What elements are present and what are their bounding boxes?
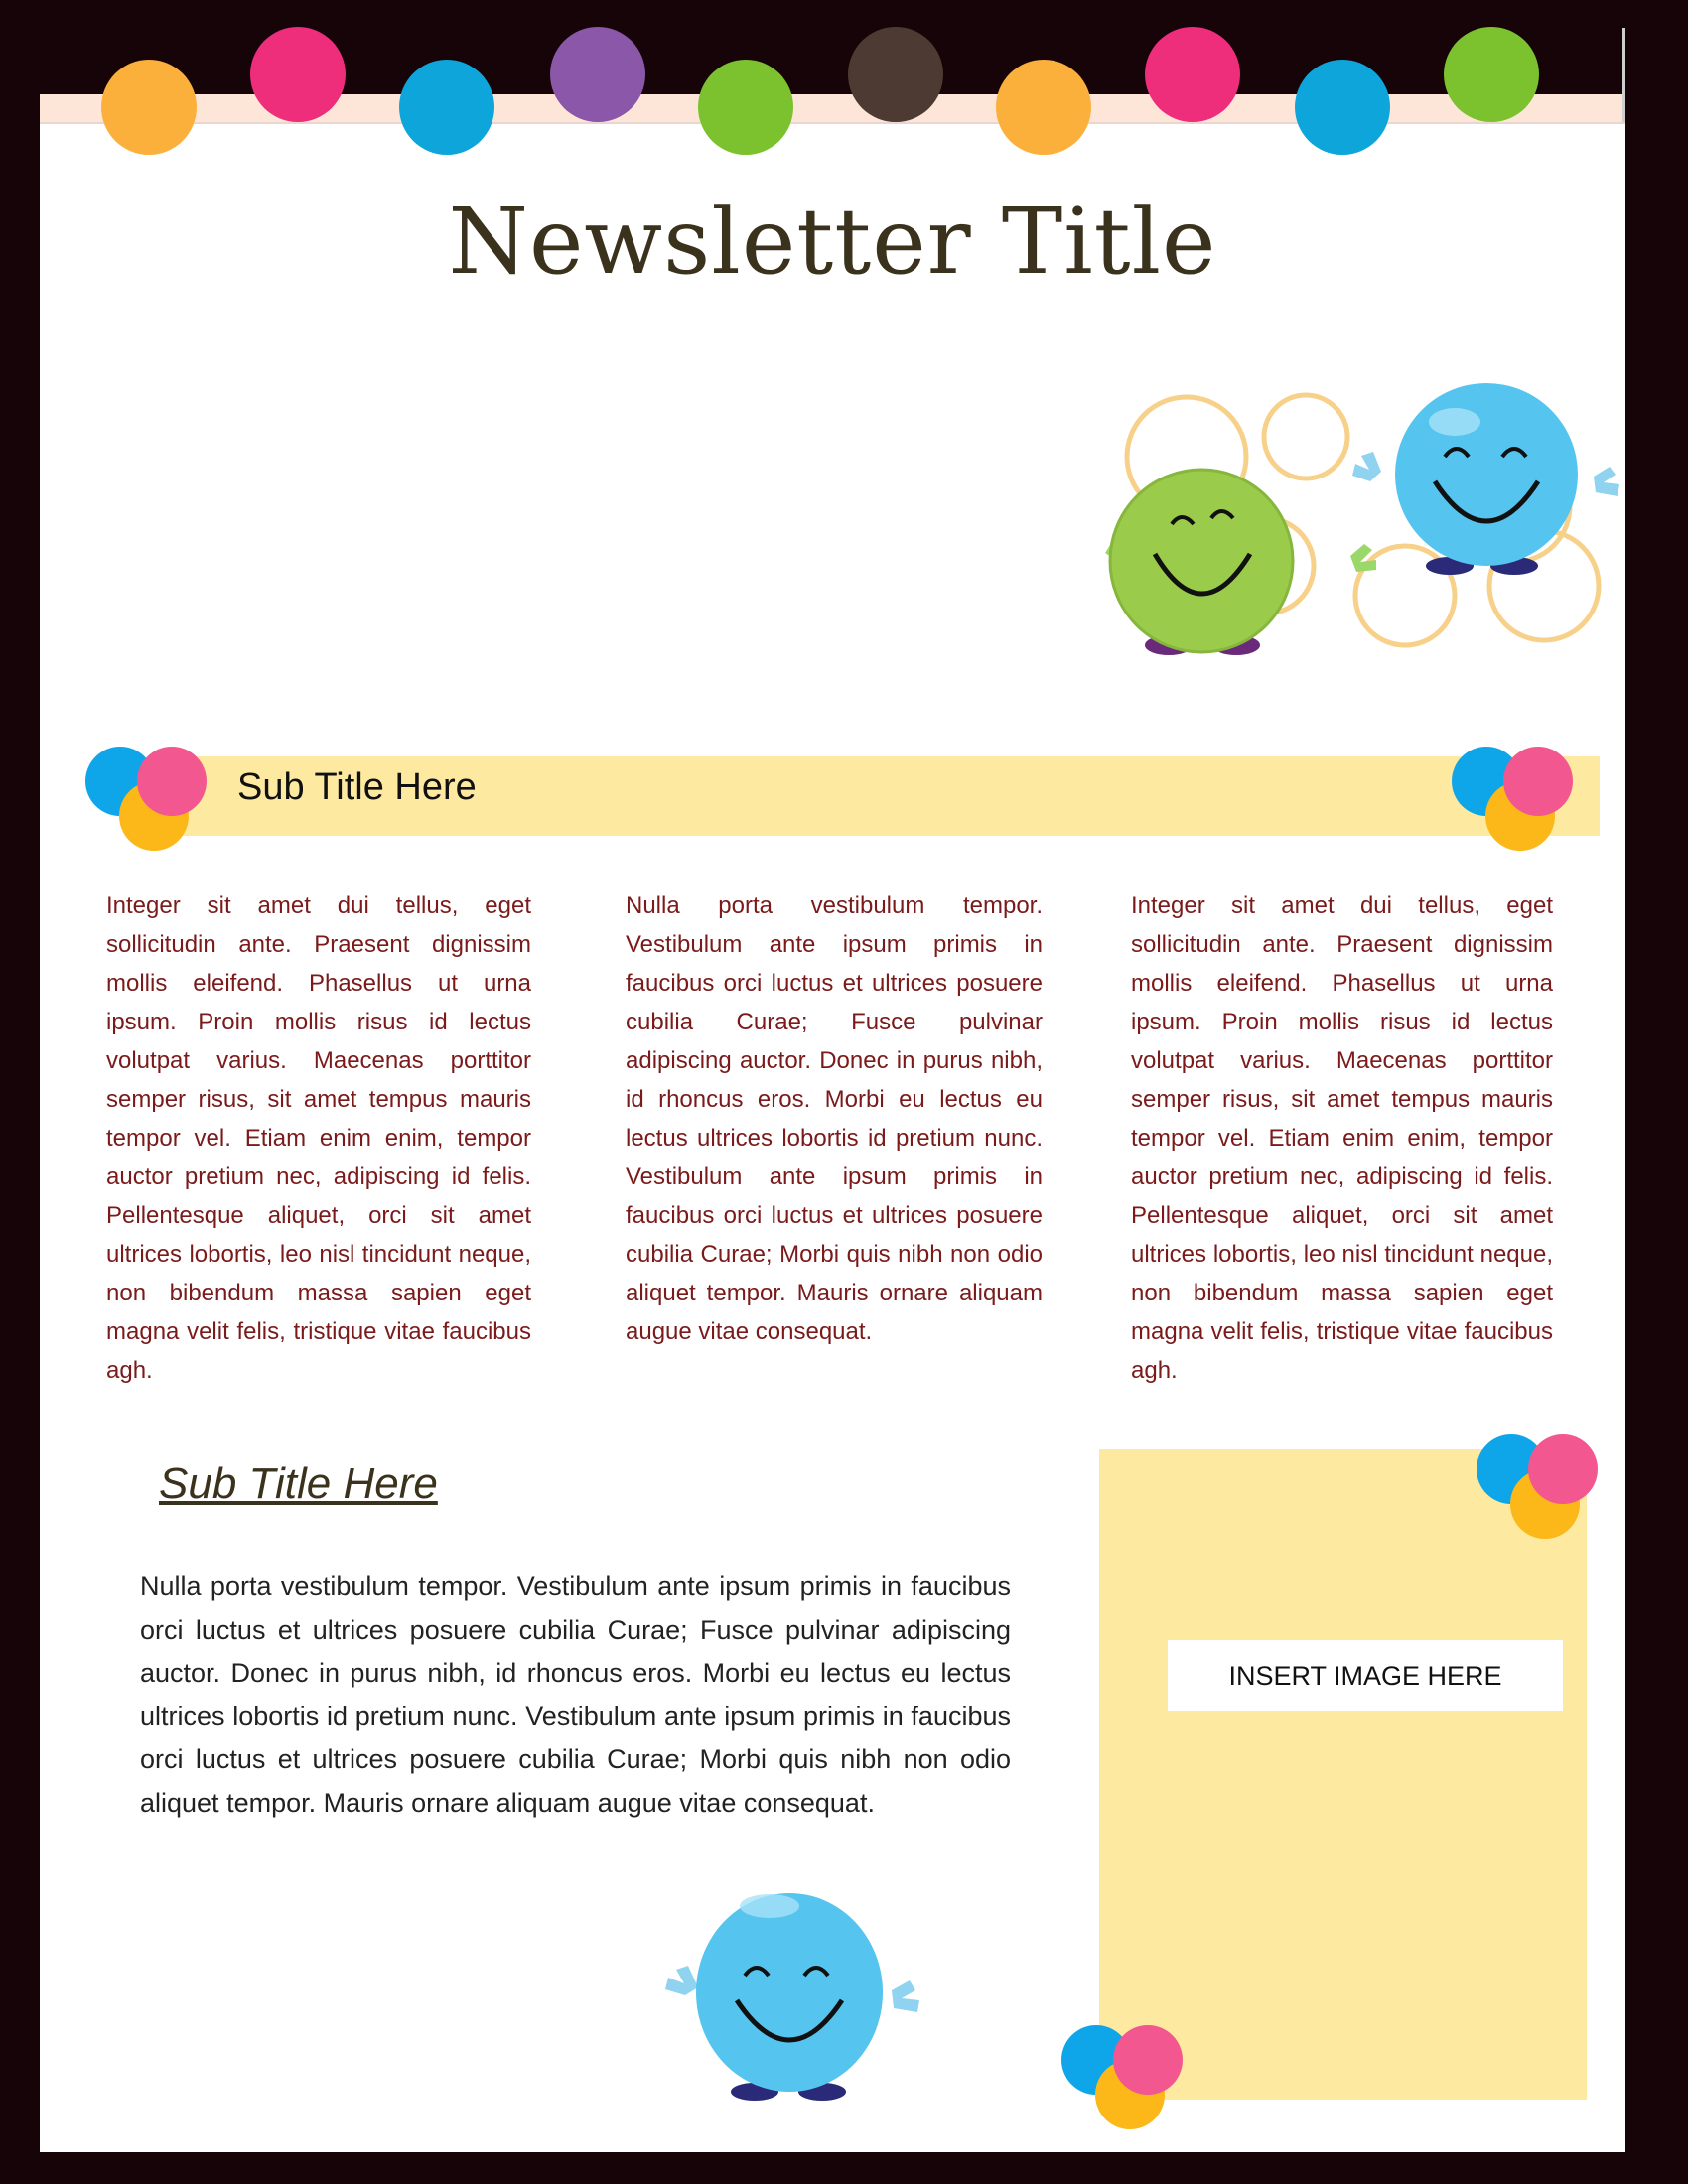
section-subtitle: Sub Title Here — [159, 1459, 438, 1508]
bubble-pink — [1503, 747, 1573, 816]
header-edge-line — [1622, 28, 1625, 122]
header-dot — [1145, 27, 1240, 122]
header-dot — [1295, 60, 1390, 155]
smiley-friends-illustration — [1097, 377, 1633, 675]
bubble-pink — [1528, 1434, 1598, 1504]
header-dot — [550, 27, 645, 122]
article-column: Nulla porta vestibulum tempor. Vestibulum ante ipsum primis in faucibus orci luctus et ultrices posuere cubilia Curae; Fusce pulvinar adipiscing auctor. Donec in purus nibh, id rhoncus eros. Morbi eu lectus eu lectus ultrices lobortis id pretium nunc. Vestibulum ante ipsum primis in faucibus orci luctus et ultrices posuere cubilia Curae; Morbi quis nibh non odio aliquet tempor. Mauris ornare aliquam augue vitae consequat. — [626, 892, 1043, 1345]
image-placeholder[interactable] — [1168, 1640, 1563, 1711]
section-subtitle: Sub Title Here — [237, 766, 477, 808]
header-dot — [698, 60, 793, 155]
article-body: Nulla porta vestibulum tempor. Vestibulum ante ipsum primis in faucibus orci luctus et ultrices posuere cubilia Curae; Fusce pulvinar adipiscing auctor. Donec in purus nibh, id rhoncus eros. Morbi eu lectus eu lectus ultrices lobortis id pretium nunc. Vestibulum ante ipsum primis in faucibus orci luctus et ultrices posuere cubilia Curae; Morbi quis nibh non odio aliquet tempor. Mauris ornare aliquam augue vitae consequat. — [140, 1571, 1011, 1818]
blue-smiley-icon — [645, 1881, 933, 2110]
article-column: Integer sit amet dui tellus, eget sollicitudin ante. Praesent dignissim mollis eleifend. Phasellus ut urna ipsum. Proin mollis risus id lectus volutpat varius. Maecenas porttitor semper risus, sit amet tempus mauris tempor vel. Etiam enim enim, tempor auctor pretium nec, adipiscing id felis. Pellentesque aliquet, orci sit amet ultrices lobortis, leo nisl tincidunt neque, non bibendum massa sapien eget magna velit felis, tristique vitae faucibus agh. — [106, 892, 531, 1384]
header-band — [40, 0, 1625, 127]
image-placeholder-label: INSERT IMAGE HERE — [1228, 1660, 1502, 1691]
header-dot — [399, 60, 494, 155]
bubble-pink — [137, 747, 207, 816]
article-column: Integer sit amet dui tellus, eget sollicitudin ante. Praesent dignissim mollis eleifend. Phasellus ut urna ipsum. Proin mollis risus id lectus volutpat varius. Maecenas porttitor semper risus, sit amet tempus mauris tempor vel. Etiam enim enim, tempor auctor pretium nec, adipiscing id felis. Pellentesque aliquet, orci sit amet ultrices lobortis, leo nisl tincidunt neque, non bibendum massa sapien eget magna velit felis, tristique vitae faucibus agh. — [1131, 892, 1553, 1384]
green-smiley-icon — [1105, 470, 1376, 655]
header-dot — [1444, 27, 1539, 122]
header-dot — [250, 27, 346, 122]
header-dot — [848, 27, 943, 122]
sidebar-box — [1099, 1449, 1587, 2100]
newsletter-title: Newsletter Title — [448, 189, 1217, 295]
header-dot — [101, 60, 197, 155]
bubble-pink — [1113, 2025, 1183, 2095]
newsletter-page — [40, 0, 1625, 2152]
header-dot — [996, 60, 1091, 155]
